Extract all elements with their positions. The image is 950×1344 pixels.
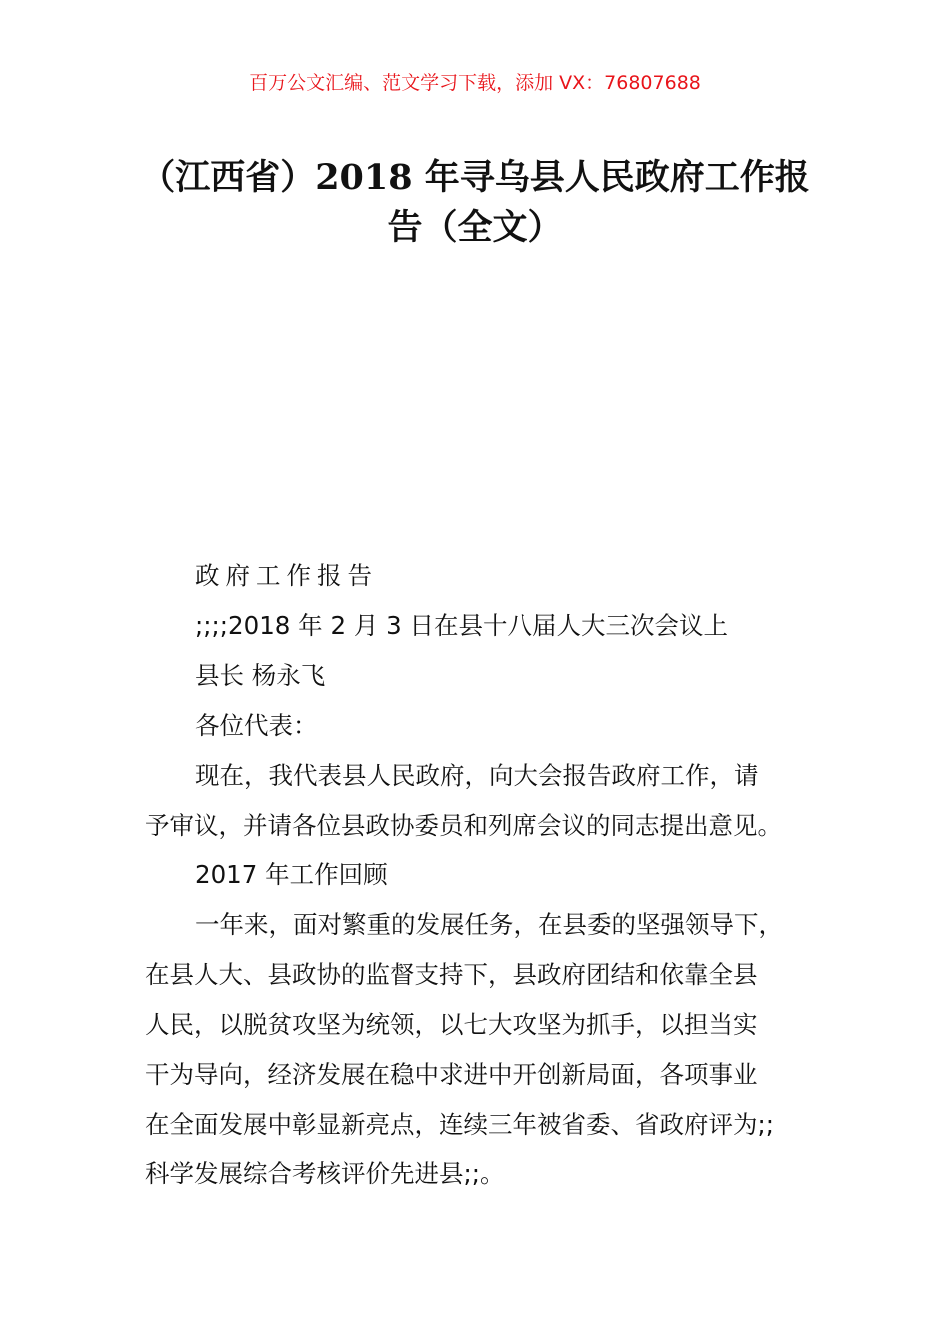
speaker-line: 县长 杨永飞	[195, 661, 326, 690]
meeting-date-line: ;;;;2018 年 2 月 3 日在县十八届人大三次会议上	[195, 611, 728, 640]
paragraph-line: 人民，以脱贫攻坚为统领，以七大攻坚为抓手，以担当实	[145, 1010, 758, 1039]
paragraph-line: 在县人大、县政协的监督支持下，县政府团结和依靠全县	[145, 960, 758, 989]
paragraph-line: 在全面发展中彰显新亮点，连续三年被省委、省政府评为;;	[145, 1110, 775, 1139]
paragraph-line: 一年来，面对繁重的发展任务，在县委的坚强领导下，	[195, 910, 783, 939]
paragraph-line: 现在，我代表县人民政府，向大会报告政府工作，请	[195, 761, 759, 790]
salutation: 各位代表：	[195, 711, 318, 740]
subheading: 2017 年工作回顾	[195, 860, 388, 889]
section-heading: 政府工作报告	[195, 561, 378, 590]
paragraph-line: 科学发展综合考核评价先进县;;。	[145, 1159, 505, 1188]
paragraph-line: 予审议，并请各位县政协委员和列席会议的同志提出意见。	[145, 811, 782, 840]
document-title-line-2: 告（全文）	[387, 207, 563, 248]
paragraph-line: 干为导向，经济发展在稳中求进中开创新局面，各项事业	[145, 1060, 758, 1089]
document-title-line-1: （江西省）2018 年寻乌县人民政府工作报	[140, 157, 810, 198]
watermark-header: 百万公文汇编、范文学习下载，添加 VX：76807688	[249, 72, 701, 94]
